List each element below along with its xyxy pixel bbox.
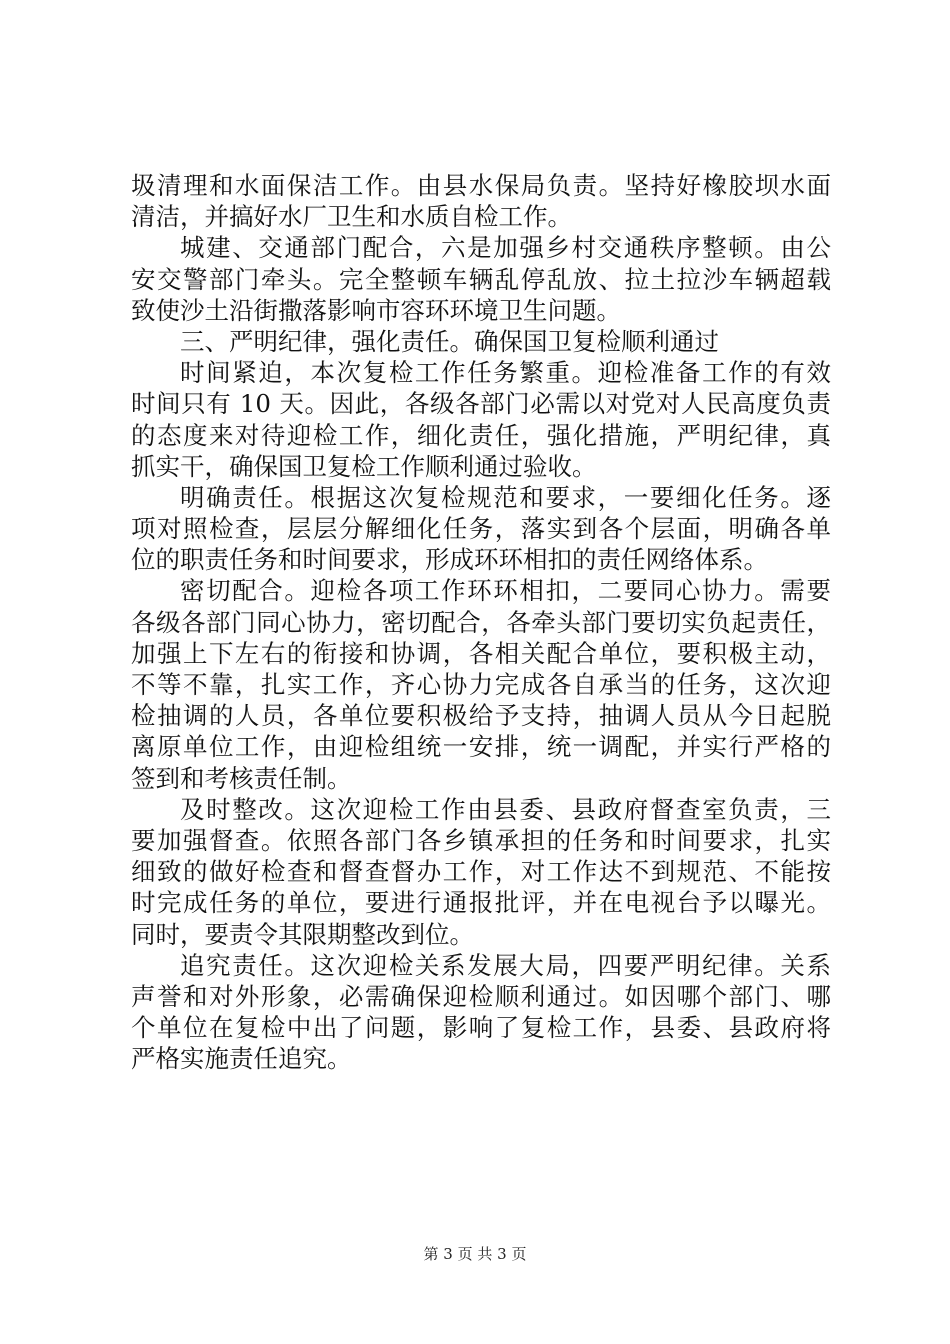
text-line: 的态度来对待迎检工作，细化责任，强化措施，严明纪律，真 (131, 420, 831, 450)
text-line: 个单位在复检中出了问题，影响了复检工作，县委、县政府将 (131, 1013, 831, 1043)
text-line: 抓实干，确保国卫复检工作顺利通过验收。 (131, 451, 597, 481)
text-line: 密切配合。迎检各项工作环环相扣，二要同心协力。需要 (180, 576, 831, 606)
text-line: 三、严明纪律，强化责任。确保国卫复检顺利通过 (180, 326, 719, 356)
page-footer: 第 3 页 共 3 页 (423, 1245, 527, 1263)
text-line: 追究责任。这次迎检关系发展大局，四要严明纪律。关系 (180, 950, 831, 980)
text-line: 同时，要责令其限期整改到位。 (131, 919, 474, 949)
text-line: 时间紧迫，本次复检工作任务繁重。迎检准备工作的有效 (180, 358, 831, 388)
text-line: 时完成任务的单位，要进行通报批评，并在电视台予以曝光。 (131, 888, 831, 918)
text-line: 时间只有 10 天。因此，各级各部门必需以对党对人民高度负责 (131, 389, 831, 419)
text-line: 加强上下左右的衔接和协调，各相关配合单位，要积极主动， (131, 638, 831, 668)
text-line: 签到和考核责任制。 (131, 763, 352, 793)
text-line: 位的职责任务和时间要求，形成环环相扣的责任网络体系。 (131, 545, 768, 575)
text-line: 不等不靠，扎实工作，齐心协力完成各自承当的任务，这次迎 (131, 670, 831, 699)
text-line: 声誉和对外形象，必需确保迎检顺利通过。如因哪个部门、哪 (131, 981, 831, 1011)
text-line: 圾清理和水面保洁工作。由县水保局负责。坚持好橡胶坝水面 (131, 171, 831, 200)
text-line: 要加强督查。依照各部门各乡镇承担的任务和时间要求，扎实 (131, 825, 831, 855)
text-line: 清洁，并搞好水厂卫生和水质自检工作。 (131, 202, 572, 232)
text-line: 离原单位工作，由迎检组统一安排，统一调配，并实行严格的 (131, 732, 831, 762)
text-line: 细致的做好检查和督查督办工作，对工作达不到规范、不能按 (131, 857, 831, 887)
text-line: 严格实施责任追究。 (131, 1044, 352, 1074)
document-body (131, 170, 831, 1074)
text-line: 致使沙土沿街撒落影响市容环环境卫生问题。 (131, 295, 621, 325)
text-line: 项对照检查，层层分解细化任务，落实到各个层面，明确各单 (131, 514, 831, 544)
text-line: 各级各部门同心协力，密切配合，各牵头部门要切实负起责任， (131, 607, 831, 637)
text-line: 安交警部门牵头。完全整顿车辆乱停乱放、拉土拉沙车辆超载 (131, 264, 831, 294)
text-line: 及时整改。这次迎检工作由县委、县政府督查室负责，三 (180, 794, 831, 824)
text-line: 检抽调的人员，各单位要积极给予支持，抽调人员从今日起脱 (131, 701, 831, 731)
text-line: 明确责任。根据这次复检规范和要求，一要细化任务。逐 (180, 482, 831, 512)
text-line: 城建、交通部门配合，六是加强乡村交通秩序整顿。由公 (180, 233, 831, 263)
